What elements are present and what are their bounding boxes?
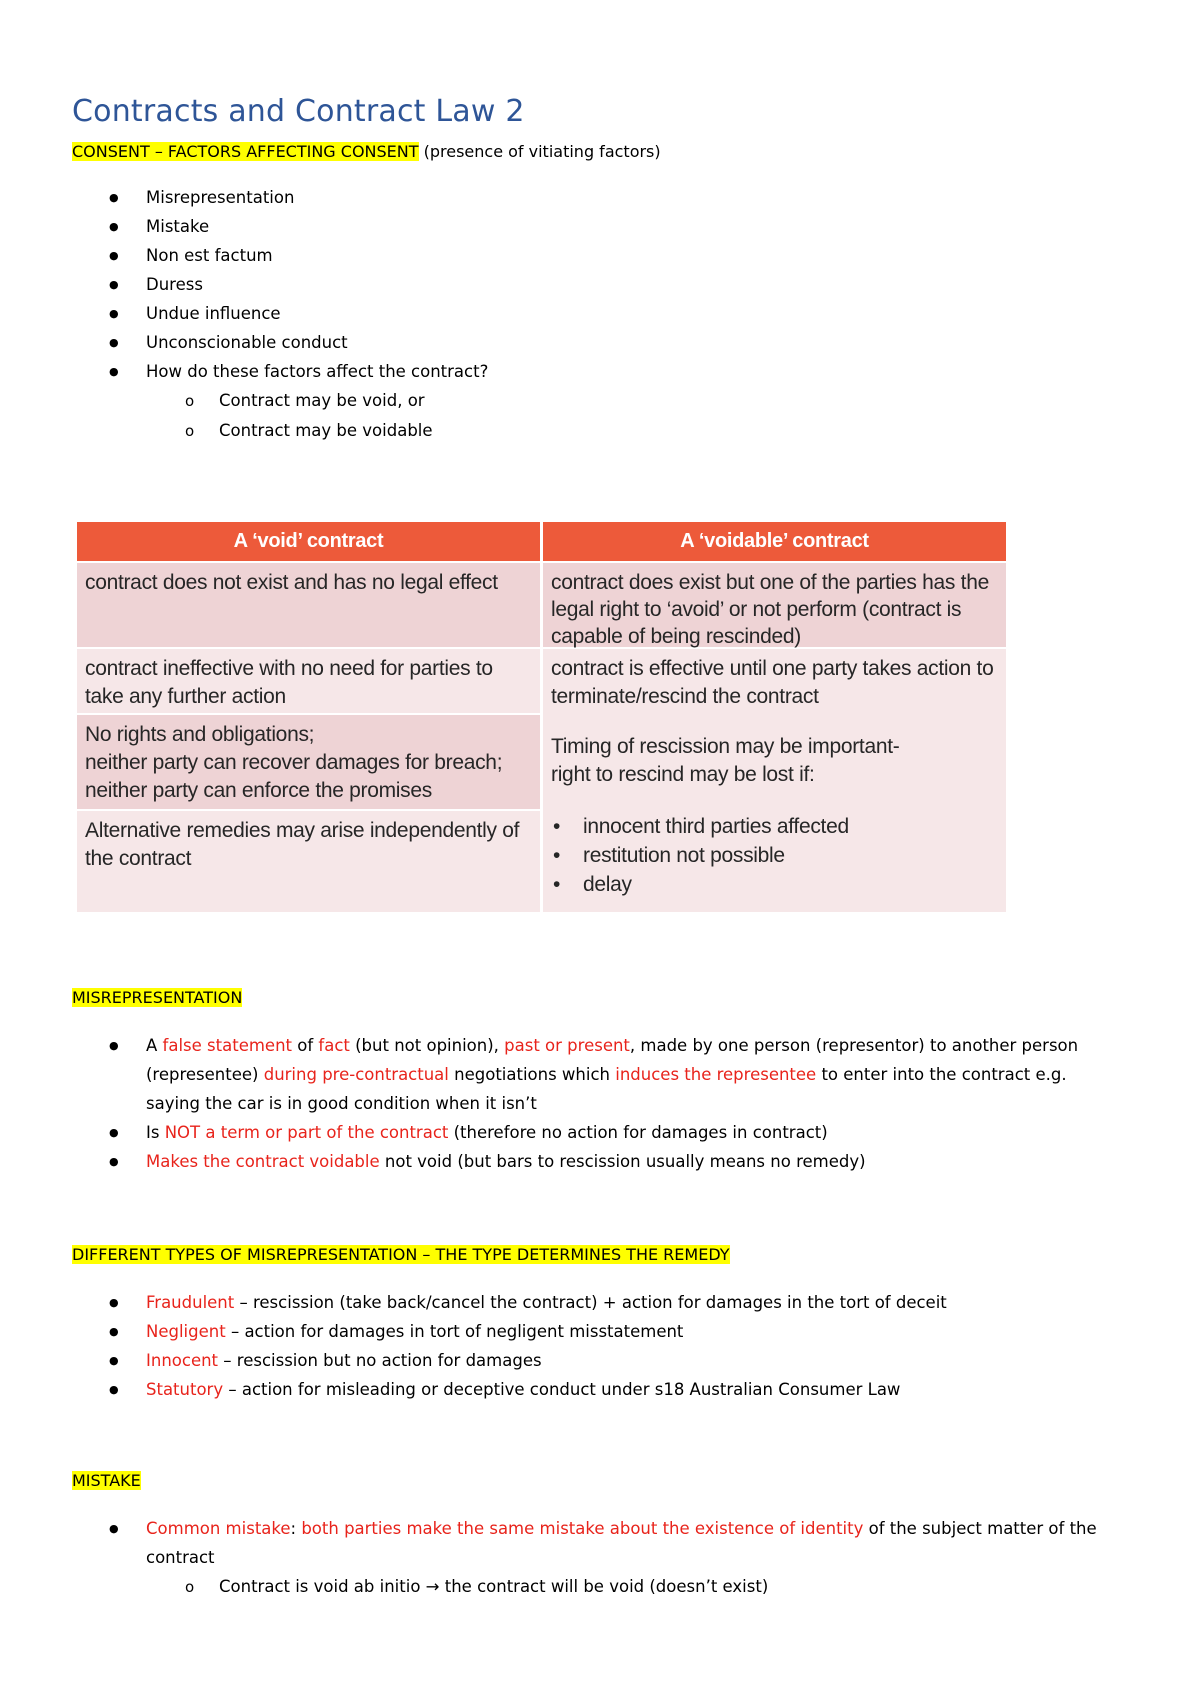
list-item — [0, 1375, 1200, 1404]
consent-heading — [72, 141, 661, 163]
consent-sub-list — [0, 386, 1200, 446]
void-row-3-line-3: neither party can enforce the promises — [85, 779, 432, 802]
misrep-heading-highlight: MISREPRESENTATION — [72, 988, 243, 1007]
voidable-column-header: A ‘voidable’ contract — [543, 522, 1006, 561]
text-run: negotiations which — [448, 1065, 616, 1084]
text-run: of the subject matter of the contract — [146, 1519, 1097, 1567]
misrep-heading — [72, 987, 242, 1009]
consent-list — [0, 183, 1200, 386]
emphasis-run: Fraudulent — [146, 1293, 235, 1312]
misrep-list-block — [0, 1031, 1200, 1176]
void-column-header: A ‘void’ contract — [77, 522, 540, 561]
misrep-list — [0, 1031, 1200, 1176]
emphasis-run: induces the representee — [615, 1065, 817, 1084]
list-item — [0, 1288, 1200, 1317]
emphasis-run: during pre-contractual — [263, 1065, 449, 1084]
text-run: – action for misleading or deceptive conduct under s18 Australian Consumer Law — [223, 1380, 901, 1399]
types-heading — [72, 1244, 730, 1266]
void-row-4: Alternative remedies may arise independently of the contract — [77, 811, 540, 912]
void-row-1: contract does not exist and has no legal effect — [77, 563, 540, 647]
list-item: ● Mistake — [0, 212, 1200, 241]
void-row-3-line-2: neither party can recover damages for breach; — [85, 751, 503, 774]
text-run: – rescission (take back/cancel the contract) + action for damages in the tort of deceit — [234, 1293, 947, 1312]
text-run: of — [292, 1036, 319, 1055]
emphasis-run: both parties make the same mistake about the existence of identity — [301, 1519, 864, 1538]
list-item: ● How do these factors affect the contract? — [0, 357, 1200, 386]
emphasis-run: Common mistake — [146, 1519, 291, 1538]
page-title: Contracts and Contract Law 2 — [72, 94, 525, 129]
consent-heading-highlight: CONSENT – FACTORS AFFECTING CONSENT — [72, 142, 419, 161]
voidable-timing-line-2: right to rescind may be lost if: — [551, 763, 815, 786]
list-item — [0, 1147, 1200, 1176]
void-voidable-table — [77, 522, 1006, 912]
list-item: ● Unconscionable conduct — [0, 328, 1200, 357]
text-run: Is — [146, 1123, 165, 1142]
text-run: the contract will be void (doesn’t exist) — [439, 1577, 769, 1596]
voidable-row-1: contract does exist but one of the parties has the legal right to ‘avoid’ or not perform (contract is capable of being rescinded) — [543, 563, 1006, 647]
sub-list-item — [0, 1572, 1200, 1602]
text-run: to enter into the contract e.g. saying the car is in good condition when it isn’t — [146, 1065, 1067, 1113]
emphasis-run: NOT a term or part of the contract — [164, 1123, 449, 1142]
arrow-icon: → — [425, 1577, 440, 1596]
text-run: – rescission but no action for damages — [218, 1351, 542, 1370]
text-run: A — [146, 1036, 163, 1055]
mistake-sub-list — [0, 1572, 1200, 1602]
list-item: • innocent third parties affected — [551, 812, 998, 841]
types-list-block — [0, 1288, 1200, 1404]
text-run: (but not opinion), — [349, 1036, 505, 1055]
mistake-list — [0, 1514, 1200, 1572]
consent-list-block — [0, 183, 1200, 446]
list-item: ● Duress — [0, 270, 1200, 299]
list-item — [0, 1317, 1200, 1346]
sub-list-item: o Contract may be voidable — [0, 416, 1200, 446]
emphasis-run: Negligent — [146, 1322, 226, 1341]
list-item — [0, 1346, 1200, 1375]
text-run: not void (but bars to rescission usually means no remedy) — [379, 1152, 866, 1171]
list-item: • restitution not possible — [551, 841, 998, 870]
text-run: , made by one person (representor) to another person (representee) — [146, 1036, 1079, 1084]
list-item: ● Misrepresentation — [0, 183, 1200, 212]
voidable-bullet-list — [551, 812, 998, 899]
emphasis-run: Makes the contract voidable — [146, 1152, 380, 1171]
types-heading-highlight: DIFFERENT TYPES OF MISREPRESENTATION – THE TYPE DETERMINES THE REMEDY — [72, 1245, 730, 1264]
emphasis-run: Innocent — [146, 1351, 219, 1370]
text-run: : — [290, 1519, 302, 1538]
list-item: ● Non est factum — [0, 241, 1200, 270]
void-row-2: contract ineffective with no need for parties to take any further action — [77, 649, 540, 713]
list-item — [0, 1514, 1200, 1572]
types-list — [0, 1288, 1200, 1404]
text-run: Contract is void ab initio — [219, 1577, 426, 1596]
list-item: • delay — [551, 870, 998, 899]
emphasis-run: false statement — [162, 1036, 292, 1055]
emphasis-run: fact — [318, 1036, 350, 1055]
void-row-3-line-1: No rights and obligations; — [85, 723, 315, 746]
list-item — [0, 1118, 1200, 1147]
mistake-heading — [72, 1470, 141, 1492]
voidable-timing-line-1: Timing of rescission may be important- — [551, 735, 900, 758]
list-item — [0, 1031, 1200, 1118]
voidable-row-2-text: contract is effective until one party takes action to terminate/rescind the contract — [551, 657, 994, 708]
emphasis-run: past or present — [504, 1036, 630, 1055]
list-item: ● Undue influence — [0, 299, 1200, 328]
text-run: – action for damages in tort of negligent misstatement — [225, 1322, 684, 1341]
mistake-heading-highlight: MISTAKE — [72, 1471, 141, 1490]
sub-list-item: o Contract may be void, or — [0, 386, 1200, 416]
voidable-row-2 — [543, 649, 1006, 912]
text-run: (therefore no action for damages in contract) — [448, 1123, 828, 1142]
consent-heading-note: (presence of vitiating factors) — [418, 142, 661, 161]
void-row-3 — [77, 715, 540, 809]
mistake-list-block — [0, 1514, 1200, 1602]
emphasis-run: Statutory — [146, 1380, 224, 1399]
